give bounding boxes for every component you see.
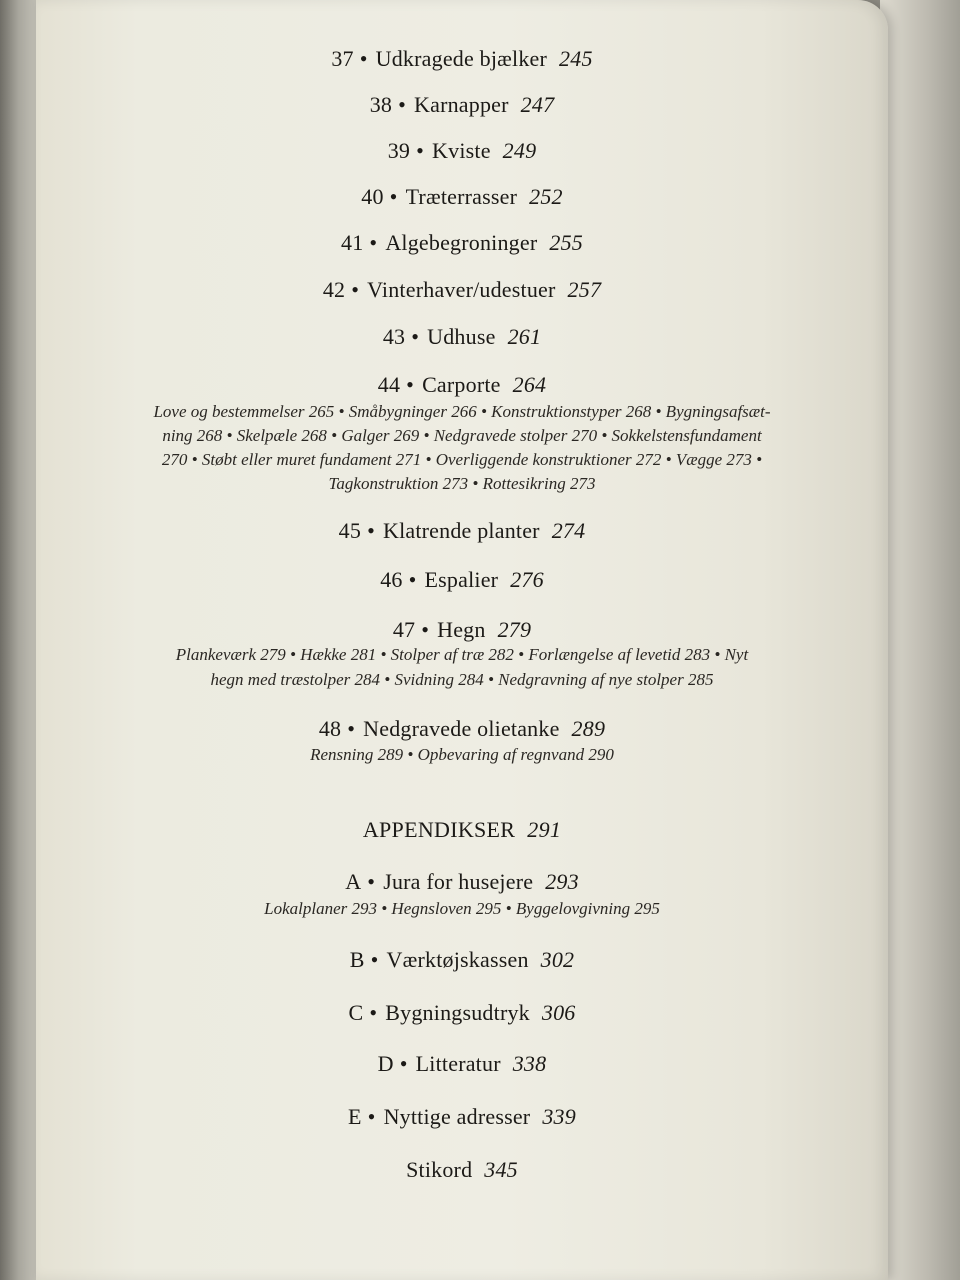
page-number: 247	[520, 92, 555, 117]
chapter-number: 44	[377, 372, 401, 397]
appendix-letter: B	[349, 947, 365, 972]
chapter-title: Espalier	[424, 567, 499, 592]
table-of-contents	[36, 0, 888, 1280]
toc-entry-43	[36, 324, 888, 350]
page-number: 249	[502, 138, 537, 163]
toc-entry-47	[36, 617, 888, 643]
appendix-title: Nyttige adresser	[383, 1104, 531, 1129]
chapter-number: 40	[361, 184, 384, 209]
toc-entry-44	[36, 372, 888, 398]
appendix-entry-d	[36, 1051, 888, 1077]
toc-entry-38	[36, 92, 888, 118]
chapter-title: Klatrende planter	[382, 518, 540, 543]
chapter-number: 48	[318, 716, 342, 741]
toc-entry-40	[36, 184, 888, 210]
appendix-letter: D	[377, 1051, 394, 1076]
page-number: 345	[484, 1157, 518, 1182]
page-number: 274	[551, 518, 586, 543]
appendix-entry-e	[36, 1104, 888, 1130]
appendix-title: Værktøjskassen	[386, 947, 529, 972]
bullet: •	[367, 1104, 376, 1129]
bullet: •	[406, 372, 415, 397]
chapter-number: 43	[382, 324, 406, 349]
chapter-number: 47	[392, 617, 416, 642]
page-number: 279	[497, 617, 532, 642]
appendix-letter: A	[345, 869, 362, 894]
chapter-number: 41	[341, 230, 364, 255]
appendix-heading-title: APPENDIKSER	[362, 817, 516, 842]
page-number: 252	[529, 184, 563, 209]
bullet: •	[367, 518, 375, 543]
appendix-title: Jura for husejere	[383, 869, 534, 894]
chapter-number: 45	[338, 518, 362, 543]
chapter-title: Carporte	[422, 372, 501, 397]
bullet: •	[347, 716, 356, 741]
chapter-title: Karnapper	[414, 92, 509, 117]
chapter-title: Hegn	[437, 617, 486, 642]
chapter-title: Træterrasser	[405, 184, 518, 209]
toc-entry-42	[36, 277, 888, 303]
index-entry	[36, 1157, 888, 1183]
page-number: 306	[541, 1000, 576, 1025]
chapter-title: Kviste	[432, 138, 491, 163]
page-number: 338	[512, 1051, 547, 1076]
subsection-line: Love og bestemmelser 265 • Småbygninger 266 • Konstruktionstyper 268 • Bygningsafsæt-	[153, 402, 771, 421]
subsection-line: 270 • Støbt eller muret fundament 271 • Overliggende konstruktioner 272 • Vægge 273 •	[161, 450, 763, 469]
appendix-entry-a	[36, 869, 888, 895]
page-number: 302	[540, 947, 575, 972]
page-number: 293	[545, 869, 579, 894]
bullet: •	[416, 138, 425, 163]
toc-entry-39	[36, 138, 888, 164]
chapter-number: 42	[322, 277, 346, 302]
chapter-title: Algebegroninger	[385, 230, 538, 255]
bullet: •	[370, 947, 379, 972]
appendix-letter: C	[348, 1000, 364, 1025]
bullet: •	[359, 46, 368, 71]
subsection-line: Tagkonstruktion 273 • Rottesikring 273	[328, 474, 596, 493]
toc-entry-45	[36, 518, 888, 544]
index-title: Stikord	[406, 1157, 473, 1182]
page-number: 339	[542, 1104, 576, 1129]
page-number: 276	[510, 567, 544, 592]
appendix-heading	[36, 817, 888, 843]
chapter-number: 37	[331, 46, 354, 71]
page-number: 291	[527, 817, 562, 842]
appendix-entry-c	[36, 1000, 888, 1026]
page-number: 255	[549, 230, 583, 255]
bullet: •	[369, 230, 378, 255]
chapter-number: 39	[387, 138, 411, 163]
bullet: •	[421, 617, 430, 642]
appendix-letter: E	[348, 1104, 362, 1129]
chapter-number: 38	[369, 92, 393, 117]
bullet: •	[369, 1000, 378, 1025]
book-page	[36, 0, 888, 1280]
toc-entry-46	[36, 567, 888, 593]
bullet: •	[408, 567, 417, 592]
chapter-title: Vinterhaver/udestuer	[367, 277, 556, 302]
subsection-line: hegn med træstolper 284 • Svidning 284 • Nedgravning af nye stolper 285	[210, 670, 714, 689]
bullet: •	[411, 324, 420, 349]
book-right-edge	[880, 0, 960, 1280]
page-number: 245	[559, 46, 593, 71]
subsection-line: ning 268 • Skelpæle 268 • Galger 269 • Nedgravede stolper 270 • Sokkelstensfundament	[162, 426, 762, 445]
page-number: 261	[507, 324, 542, 349]
toc-entry-37	[36, 46, 888, 72]
bullet: •	[399, 1051, 408, 1076]
subsection-line: Lokalplaner 293 • Hegnsloven 295 • Byggelovgivning 295	[264, 899, 660, 918]
toc-entry-48	[36, 716, 888, 742]
bullet: •	[398, 92, 407, 117]
toc-entry-41	[36, 230, 888, 256]
bullet: •	[367, 869, 376, 894]
subsection-line: Rensning 289 • Opbevaring af regnvand 290	[310, 745, 614, 764]
page-number: 257	[567, 277, 602, 302]
appendix-title: Bygningsudtryk	[385, 1000, 530, 1025]
appendix-entry-b	[36, 947, 888, 973]
chapter-title: Nedgravede olietanke	[363, 716, 560, 741]
chapter-number: 46	[380, 567, 403, 592]
bullet: •	[351, 277, 360, 302]
bullet: •	[389, 184, 398, 209]
chapter-title: Udkragede bjælker	[375, 46, 548, 71]
chapter-title: Udhuse	[427, 324, 496, 349]
page-number: 289	[571, 716, 606, 741]
appendix-title: Litteratur	[415, 1051, 501, 1076]
subsection-line: Plankeværk 279 • Hække 281 • Stolper af træ 282 • Forlængelse af levetid 283 • Nyt	[175, 645, 749, 664]
page-number: 264	[512, 372, 547, 397]
